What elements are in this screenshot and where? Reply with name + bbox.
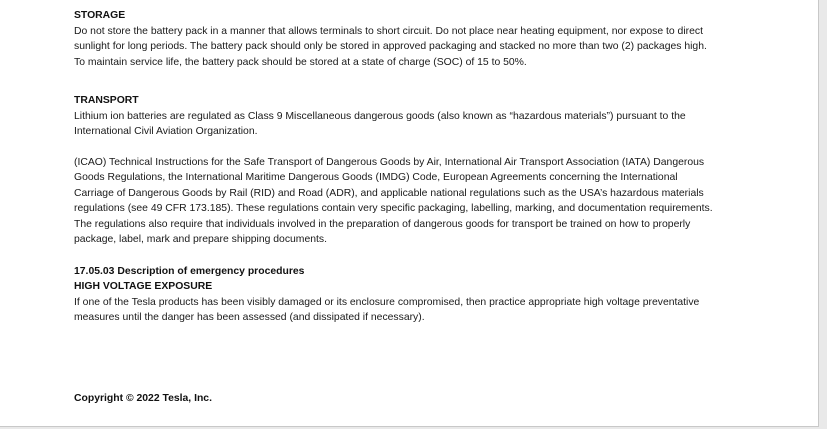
storage-paragraph: Do not store the battery pack in a manner that allows terminals to short circuit. Do not place near heating equipment, nor expose to direct sunlight for long periods. The battery pack should only be stored in approved packaging and stacked no more than two (2) packages high. To maintain service life, the battery pack should be stored at a state of charge (SOC) of 15 to 50%.	[74, 25, 707, 68]
storage-heading: STORAGE	[74, 10, 126, 21]
high-voltage-subheading: HIGH VOLTAGE EXPOSURE	[74, 281, 213, 292]
section-spacer	[74, 248, 764, 264]
transport-heading: TRANSPORT	[74, 95, 139, 106]
transport-paragraph-1: Lithium ion batteries are regulated as Class 9 Miscellaneous dangerous goods (also known as “hazardous materials”) pursuant to the International Civil Aviation Organization.	[74, 110, 686, 137]
copyright-notice: Copyright © 2022 Tesla, Inc.	[74, 393, 212, 405]
document-content	[74, 8, 764, 326]
transport-paragraph-2: (ICAO) Technical Instructions for the Safe Transport of Dangerous Goods by Air, International Air Transport Association (IATA) Dangerous Goods Regulations, the International Maritime Dangerous Goods (IMDG) Code, European Agreements concerning the International Carriage of Dangerous Goods by Rail (RID) and Road (ADR), and applicable national regulations such as the USA’s hazardous materials regulations (see 49 CFR 173.185). These regulations contain very specific packaging, labelling, marking, and documentation requirements. The regulations also require that individuals involved in the preparation of dangerous goods for transport be trained on how to properly package, label, mark and prepare shipping documents.	[74, 156, 713, 245]
high-voltage-paragraph: If one of the Tesla products has been visibly damaged or its enclosure compromised, then practice appropriate high voltage preventative measures until the danger has been assessed (and dissipated if necessary).	[74, 296, 700, 323]
section-spacer	[74, 70, 764, 93]
paragraph-spacer	[74, 140, 764, 155]
emergency-section-title: 17.05.03 Description of emergency procedures	[74, 265, 305, 277]
